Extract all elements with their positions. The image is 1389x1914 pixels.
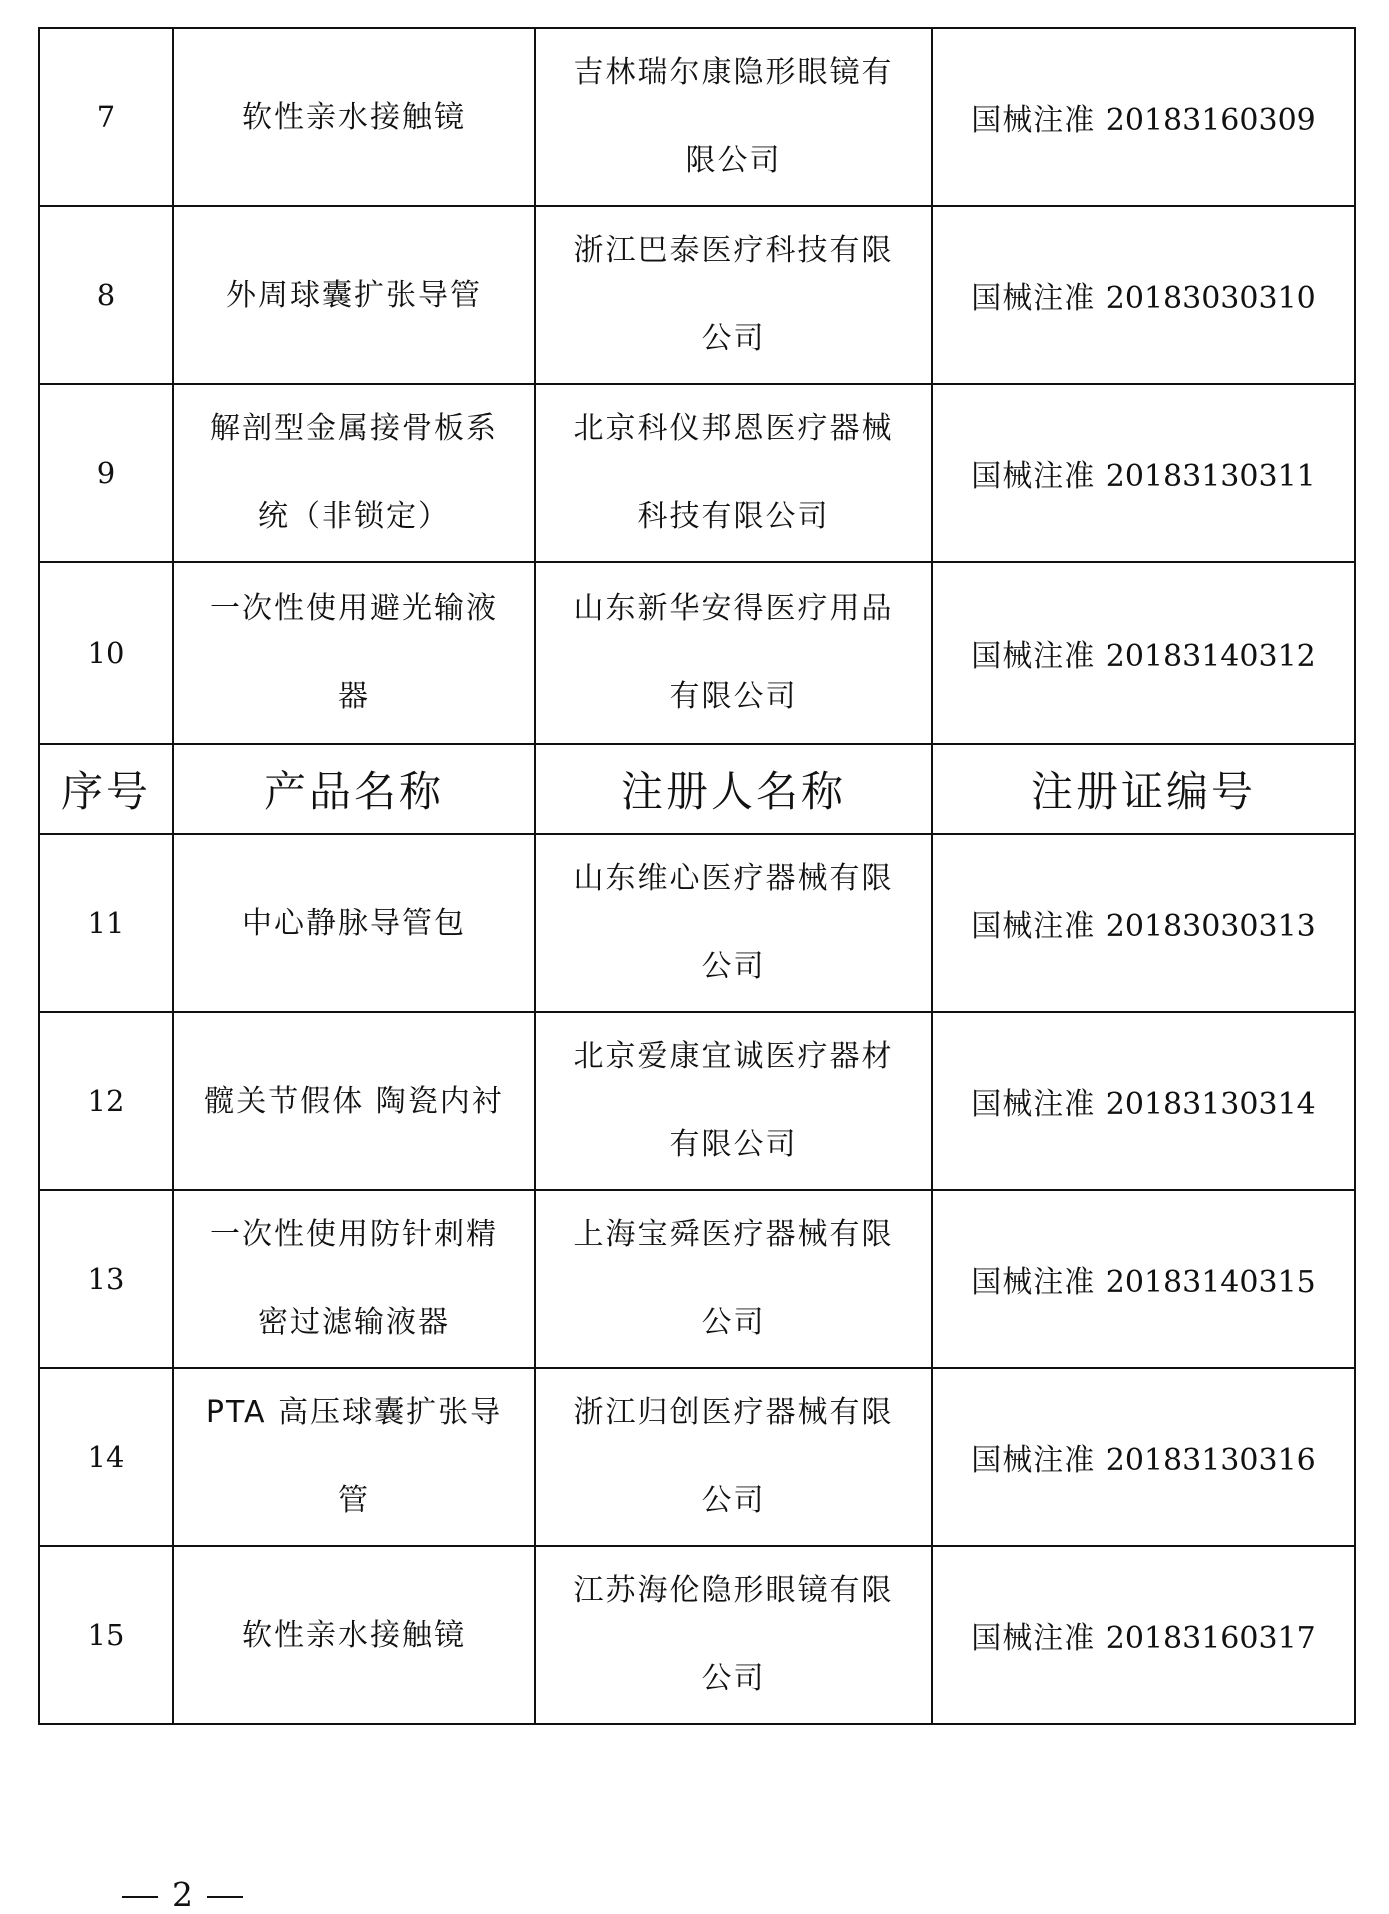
- table-row: [39, 28, 1355, 206]
- registrant-name: [535, 1368, 932, 1546]
- certificate-prefix: 国械注准: [971, 639, 1096, 674]
- product-name-line: 一次性使用避光输液: [210, 591, 498, 626]
- registrant-name-line: 有限公司: [669, 1127, 798, 1162]
- certificate-digits: 20183160317: [1105, 1621, 1316, 1656]
- certificate-prefix: 国械注准: [971, 1621, 1096, 1656]
- row-index: 13: [39, 1190, 173, 1368]
- product-name: [173, 562, 535, 744]
- registration-table-body: [39, 28, 1355, 1724]
- certificate-digits: 20183140312: [1105, 639, 1316, 674]
- registrant-name-line: 限公司: [685, 143, 782, 178]
- registrant-name-line: 有限公司: [669, 679, 798, 714]
- row-index: 10: [39, 562, 173, 744]
- registrant-name-line: 山东新华安得医疗用品: [573, 591, 894, 626]
- registrant-name: [535, 1546, 932, 1724]
- certificate-digits: 20183130314: [1105, 1087, 1316, 1122]
- table-row: [39, 834, 1355, 1012]
- registrant-name-line: 吉林瑞尔康隐形眼镜有: [573, 55, 894, 90]
- registrant-name-line: 北京爱康宜诚医疗器材: [573, 1039, 894, 1074]
- product-name-line: 软性亲水接触镜: [242, 99, 466, 135]
- registration-table: [38, 27, 1356, 1725]
- product-name: [173, 1368, 535, 1546]
- product-name-line: 管: [338, 1483, 370, 1518]
- table-row: [39, 562, 1355, 744]
- product-name-line: 器: [338, 679, 370, 714]
- registrant-name: [535, 206, 932, 384]
- product-name-line: 解剖型金属接骨板系: [210, 411, 498, 446]
- registrant-name: [535, 834, 932, 1012]
- page-number: 2: [172, 1875, 193, 1914]
- row-index: 7: [39, 28, 173, 206]
- product-name: [173, 834, 535, 1012]
- product-name-line: 一次性使用防针刺精: [210, 1217, 498, 1252]
- registrant-name-line: 上海宝舜医疗器械有限: [573, 1217, 894, 1252]
- row-index: 8: [39, 206, 173, 384]
- product-name: [173, 206, 535, 384]
- certificate-number: [932, 562, 1355, 744]
- row-index: 9: [39, 384, 173, 562]
- registrant-name-line: 科技有限公司: [637, 499, 830, 534]
- certificate-number: [932, 1012, 1355, 1190]
- registrant-name-line: 北京科仪邦恩医疗器械: [573, 411, 894, 446]
- registrant-name: [535, 1012, 932, 1190]
- certificate-prefix: 国械注准: [971, 1443, 1096, 1478]
- product-name-line: 软性亲水接触镜: [242, 1617, 466, 1653]
- row-index: 11: [39, 834, 173, 1012]
- table-row: [39, 1012, 1355, 1190]
- registrant-name-line: 公司: [701, 1305, 766, 1340]
- registrant-name: [535, 384, 932, 562]
- registrant-name-line: 江苏海伦隐形眼镜有限: [573, 1573, 894, 1608]
- product-name: [173, 28, 535, 206]
- certificate-prefix: 国械注准: [971, 1265, 1096, 1300]
- header-certificate-number: 注册证编号: [932, 744, 1355, 834]
- row-index: 12: [39, 1012, 173, 1190]
- certificate-number: [932, 1546, 1355, 1724]
- page-number-footer: [108, 1875, 257, 1914]
- product-name-line: 髋关节假体 陶瓷内衬: [204, 1083, 504, 1119]
- footer-dash-right: [207, 1896, 243, 1898]
- product-name-line: PTA 高压球囊扩张导: [205, 1395, 503, 1430]
- product-name: [173, 1012, 535, 1190]
- registrant-name-line: 山东维心医疗器械有限: [573, 861, 894, 896]
- table-header-row: [39, 744, 1355, 834]
- product-name-line: 统（非锁定）: [258, 499, 450, 534]
- certificate-digits: 20183030313: [1105, 909, 1316, 944]
- product-name: [173, 384, 535, 562]
- product-name-line: 中心静脉导管包: [242, 905, 466, 941]
- certificate-digits: 20183130311: [1105, 459, 1316, 494]
- certificate-number: [932, 834, 1355, 1012]
- registrant-name: [535, 562, 932, 744]
- certificate-number: [932, 1368, 1355, 1546]
- certificate-number: [932, 384, 1355, 562]
- table-row: [39, 1190, 1355, 1368]
- certificate-digits: 20183030310: [1105, 281, 1316, 316]
- table-row: [39, 1368, 1355, 1546]
- certificate-prefix: 国械注准: [971, 281, 1096, 316]
- certificate-number: [932, 1190, 1355, 1368]
- header-product-name: 产品名称: [173, 744, 535, 834]
- certificate-digits: 20183140315: [1105, 1265, 1316, 1300]
- row-index: 15: [39, 1546, 173, 1724]
- registrant-name-line: 公司: [701, 321, 766, 356]
- row-index: 14: [39, 1368, 173, 1546]
- product-name: [173, 1546, 535, 1724]
- product-name-line: 外周球囊扩张导管: [226, 277, 482, 313]
- product-name: [173, 1190, 535, 1368]
- certificate-prefix: 国械注准: [971, 1087, 1096, 1122]
- registrant-name-line: 浙江巴泰医疗科技有限: [573, 233, 894, 268]
- header-registrant-name: 注册人名称: [535, 744, 932, 834]
- header-index: 序号: [39, 744, 173, 834]
- certificate-prefix: 国械注准: [971, 909, 1096, 944]
- product-name-line: 密过滤输液器: [258, 1305, 450, 1340]
- footer-dash-left: [122, 1896, 158, 1898]
- registrant-name-line: 浙江归创医疗器械有限: [573, 1395, 894, 1430]
- registrant-name-line: 公司: [701, 949, 766, 984]
- registrant-name-line: 公司: [701, 1661, 766, 1696]
- certificate-prefix: 国械注准: [971, 459, 1096, 494]
- registrant-name: [535, 1190, 932, 1368]
- certificate-digits: 20183160309: [1105, 103, 1316, 138]
- certificate-number: [932, 206, 1355, 384]
- certificate-digits: 20183130316: [1105, 1443, 1316, 1478]
- table-row: [39, 1546, 1355, 1724]
- table-row: [39, 384, 1355, 562]
- registrant-name: [535, 28, 932, 206]
- table-row: [39, 206, 1355, 384]
- registrant-name-line: 公司: [701, 1483, 766, 1518]
- certificate-prefix: 国械注准: [971, 103, 1096, 138]
- certificate-number: [932, 28, 1355, 206]
